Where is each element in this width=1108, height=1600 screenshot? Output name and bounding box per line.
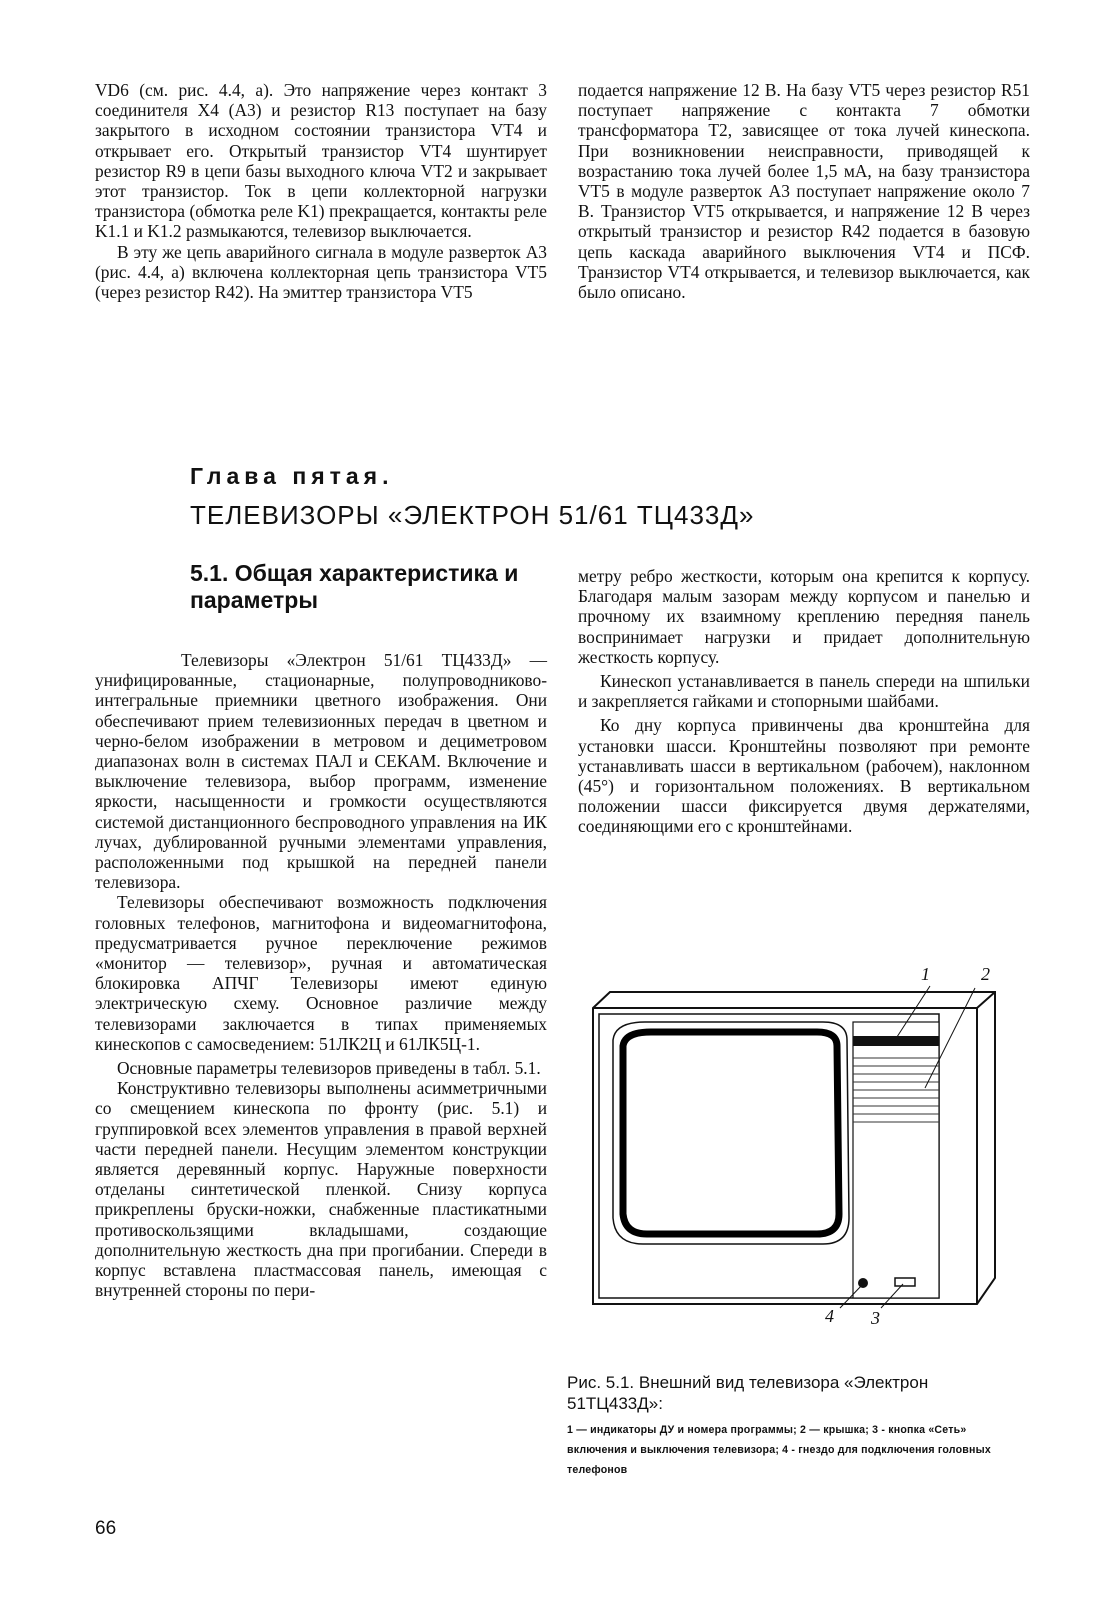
paragraph: Ко дну корпуса привинчены два кронштейна для установки шасси. Кронштейны позволяют при ремонте устанавливать шасси в вертикальном (рабочем), наклонном (45°) и горизонтальном положениях. В вертикальном положении шасси фиксируется двумя держателями, соединяющими его с кронштейнами.: [578, 715, 1030, 837]
paragraph: VD6 (см. рис. 4.4, а). Это напряжение через контакт 3 соединителя X4 (A3) и резистор R13 поступает на базу закрытого в исходном состоянии транзистора VT4 и открывает его. Открытый транзистор VT4 шунтирует резистор R9 в цепи базы выходного ключа VT2 и закрывает этот транзистор. Ток в цепи коллекторной нагрузки транзистора (обмотка реле K1) прекращается, контакты реле K1.1 и K1.2 размыкаются, телевизор выключается.: [95, 80, 547, 242]
text-column-body-left: [95, 650, 547, 1301]
paragraph: метру ребро жесткости, которым она крепится к корпусу. Благодаря малым зазорам между корпусом и панелью и прочному их взаимному креплению передняя панель воспринимает нагрузки и придает дополнительную жесткость корпусу.: [578, 566, 1030, 667]
paragraph: подается напряжение 12 В. На базу VT5 через резистор R51 поступает напряжение с контакта 7 обмотки трансформатора T2, зависящее от тока лучей кинескопа. При возникновении неисправности, приводящей к возрастанию тока лучей более 1,5 мА, на базу транзистора VT5 в модуле разверток A3 поступает напряжение около 7 В. Транзистор VT5 открывается, и напряжение 12 В через открытый транзистор и резистор R42 подается в базовую цепь каскада аварийного выключения VT4 и ПСФ. Транзистор VT4 открывается, и телевизор выключается, как было описано.: [578, 80, 1030, 303]
chapter-title: ТЕЛЕВИЗОРЫ «ЭЛЕКТРОН 51/61 ТЦ433Д»: [190, 500, 755, 530]
callout-3: 3: [871, 1308, 880, 1328]
paragraph: Телевизоры обеспечивают возможность подключения головных телефонов, магнитофона и видеомагнитофона, предусматривается ручное переключение режимов «монитор — телевизор», ручная и автоматическая блокировка АПЧГ Телевизоры имеют единую электрическую схему. Основное различие между телевизорами заключается в типах применяемых кинескопов с самосведением: 51ЛК2Ц и 61ЛК5Ц-1.: [95, 892, 547, 1054]
paragraph: Телевизоры «Электрон 51/61 ТЦ433Д» — унифицированные, стационарные, полупроводниково-интегральные приемники цветного изображения. Они обеспечивают прием телевизионных передач в цветном и черно-белом изображении в метровом и дециметровом диапазонах волн в системах ПАЛ и СЕКАМ. Включение и выключение телевизора, выбор программ, изменение яркости, насыщенности и громкости осуществляются системой дистанционного беспроводного управления на ИК лучах, дублированной ручными элементами управления, расположенными под крышкой на передней панели телевизора.: [95, 650, 547, 893]
page-number: 66: [95, 1518, 117, 1539]
paragraph: Кинескоп устанавливается в панель спереди на шпильки и закрепляется гайками и стопорными шайбами.: [578, 671, 1030, 712]
text-column-body-right: [578, 566, 1030, 837]
paragraph: В эту же цепь аварийного сигнала в модуле разверток A3 (рис. 4.4, а) включена коллекторная цепь транзистора VT5 (через резистор R42). На эмиттер транзистора VT5: [95, 241, 547, 303]
figure-legend: 1 — индикаторы ДУ и номера программы; 2 — крышка; 3 - кнопка «Сеть» включения и выключения телевизора; 4 - гнездо для подключения головных телефонов: [567, 1424, 991, 1476]
paragraph: Конструктивно телевизоры выполнены асимметричными со смещением кинескопа по фронту (рис. 5.1) и группировкой всех элементов управления в правой верхней части передней панели. Несущим элементом конструкции является деревянный корпус. Наружные поверхности отделаны синтетической пленкой. Снизу корпуса прикреплены бруски-ножки, снабженные пластикатными противоскользящими вкладышами, создающие дополнительную жесткость дна при прогибании. Спереди в корпус вставлена пластмассовая панель, имеющая с внутренней стороны по пери-: [95, 1078, 547, 1301]
section-heading: 5.1. Общая характеристика и параметры: [190, 560, 519, 613]
paragraph: Основные параметры телевизоров приведены в табл. 5.1.: [117, 1058, 541, 1079]
text-column-top-left: [95, 80, 547, 302]
chapter-label: Глава пятая.: [190, 463, 394, 489]
callout-2: 2: [981, 964, 990, 984]
tv-figure: [585, 964, 1025, 1348]
text-column-top-right: [578, 80, 1030, 302]
callout-1: 1: [921, 964, 930, 984]
tv-illustration: [585, 978, 1025, 1348]
callout-4: 4: [825, 1306, 834, 1326]
figure-caption: Рис. 5.1. Внешний вид телевизора «Электрон 51ТЦ433Д»:: [567, 1373, 929, 1413]
